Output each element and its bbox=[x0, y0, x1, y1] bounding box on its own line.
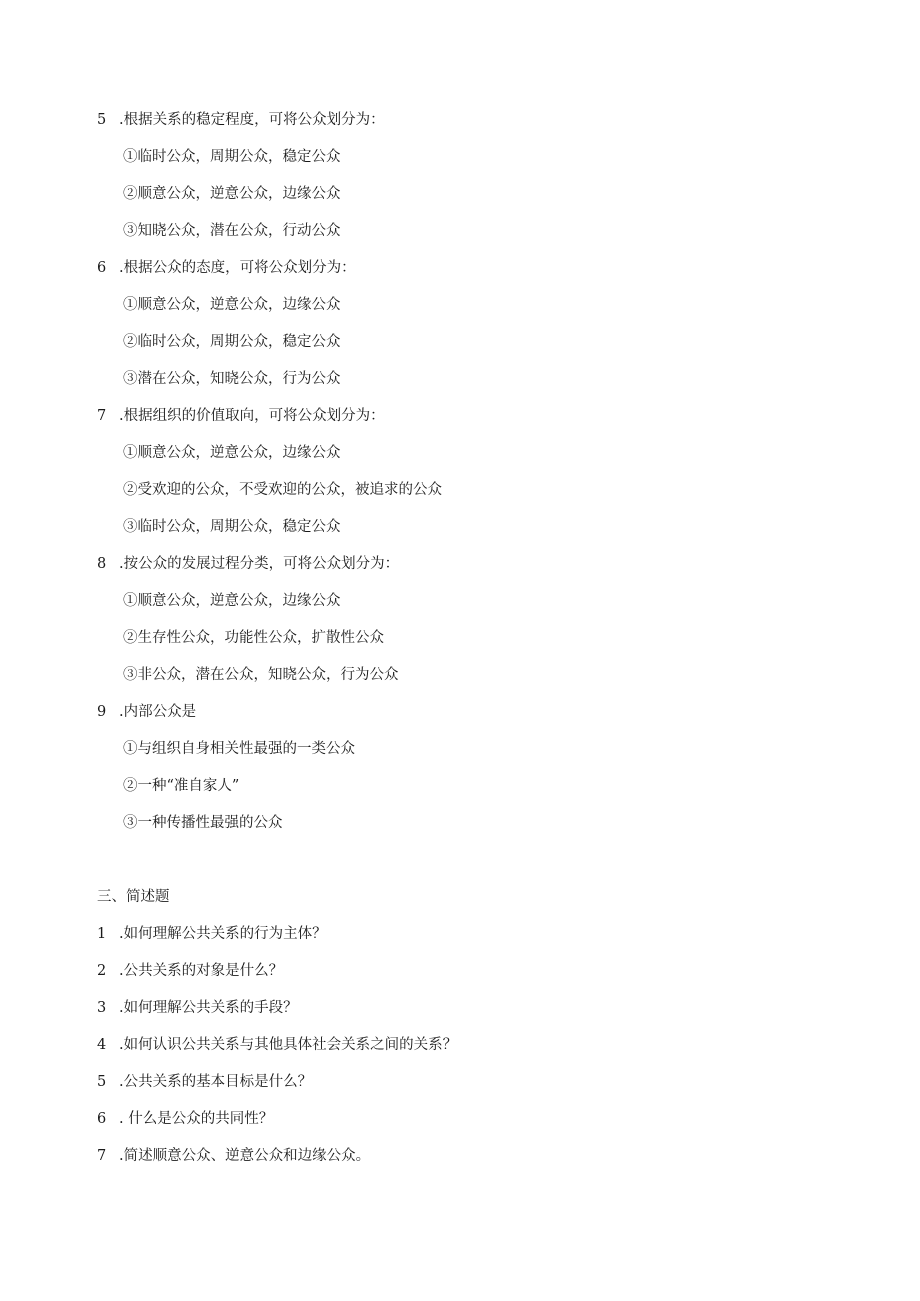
item-number: 1 bbox=[97, 926, 107, 942]
item-text: . 什么是公众的共同性？ bbox=[119, 1111, 274, 1127]
item-text: .如何认识公共关系与其他具体社会关系之间的关系？ bbox=[119, 1037, 458, 1053]
short-answer-item bbox=[97, 1109, 273, 1129]
item-number: 2 bbox=[97, 963, 107, 979]
question-number: 7 bbox=[97, 408, 107, 424]
item-number: 5 bbox=[97, 1074, 107, 1090]
section-heading: 三、简述题 bbox=[97, 889, 170, 905]
question-number: 5 bbox=[97, 112, 107, 128]
item-number: 7 bbox=[97, 1148, 107, 1164]
question-text: .内部公众是 bbox=[119, 704, 197, 720]
option-line: ③知晓公众，潜在公众，行动公众 bbox=[123, 223, 341, 239]
question-number: 6 bbox=[97, 260, 107, 276]
item-text: .简述顺意公众、逆意公众和边缘公众。 bbox=[119, 1148, 371, 1164]
question-text: .按公众的发展过程分类，可将公众划分为： bbox=[119, 556, 400, 572]
question-7 bbox=[97, 406, 385, 426]
option-line: ①临时公众，周期公众，稳定公众 bbox=[123, 149, 341, 165]
short-answer-item bbox=[97, 924, 327, 944]
option-line: ①与组织自身相关性最强的一类公众 bbox=[123, 741, 355, 757]
question-8 bbox=[97, 554, 399, 574]
option-line: ③非公众，潜在公众，知晓公众，行为公众 bbox=[123, 667, 399, 683]
question-6 bbox=[97, 258, 356, 278]
option-line: ①顺意公众，逆意公众，边缘公众 bbox=[123, 593, 341, 609]
option-line: ③潜在公众，知晓公众，行为公众 bbox=[123, 371, 341, 387]
option-line: ②一种“准自家人” bbox=[123, 778, 240, 794]
option-line: ①顺意公众，逆意公众，边缘公众 bbox=[123, 445, 341, 461]
question-text: .根据公众的态度，可将公众划分为： bbox=[119, 260, 356, 276]
item-number: 6 bbox=[97, 1111, 107, 1127]
option-line: ②生存性公众，功能性公众，扩散性公众 bbox=[123, 630, 384, 646]
question-number: 9 bbox=[97, 704, 107, 720]
item-text: .如何理解公共关系的手段？ bbox=[119, 1000, 298, 1016]
short-answer-item bbox=[97, 1146, 370, 1166]
option-line: ③临时公众，周期公众，稳定公众 bbox=[123, 519, 341, 535]
option-line: ①顺意公众，逆意公众，边缘公众 bbox=[123, 297, 341, 313]
option-line: ②顺意公众，逆意公众，边缘公众 bbox=[123, 186, 341, 202]
option-line: ②临时公众，周期公众，稳定公众 bbox=[123, 334, 341, 350]
item-number: 3 bbox=[97, 1000, 107, 1016]
item-text: .如何理解公共关系的行为主体？ bbox=[119, 926, 327, 942]
question-text: .根据组织的价值取向，可将公众划分为： bbox=[119, 408, 385, 424]
short-answer-item bbox=[97, 1035, 457, 1055]
option-line: ②受欢迎的公众，不受欢迎的公众，被追求的公众 bbox=[123, 482, 442, 498]
short-answer-item bbox=[97, 1072, 312, 1092]
short-answer-item bbox=[97, 961, 283, 981]
item-number: 4 bbox=[97, 1037, 107, 1053]
item-text: .公共关系的对象是什么？ bbox=[119, 963, 284, 979]
option-line: ③一种传播性最强的公众 bbox=[123, 815, 283, 831]
item-text: .公共关系的基本目标是什么？ bbox=[119, 1074, 313, 1090]
question-9 bbox=[97, 702, 196, 722]
question-number: 8 bbox=[97, 556, 107, 572]
question-text: .根据关系的稳定程度，可将公众划分为： bbox=[119, 112, 385, 128]
short-answer-item bbox=[97, 998, 298, 1018]
question-5 bbox=[97, 110, 385, 130]
